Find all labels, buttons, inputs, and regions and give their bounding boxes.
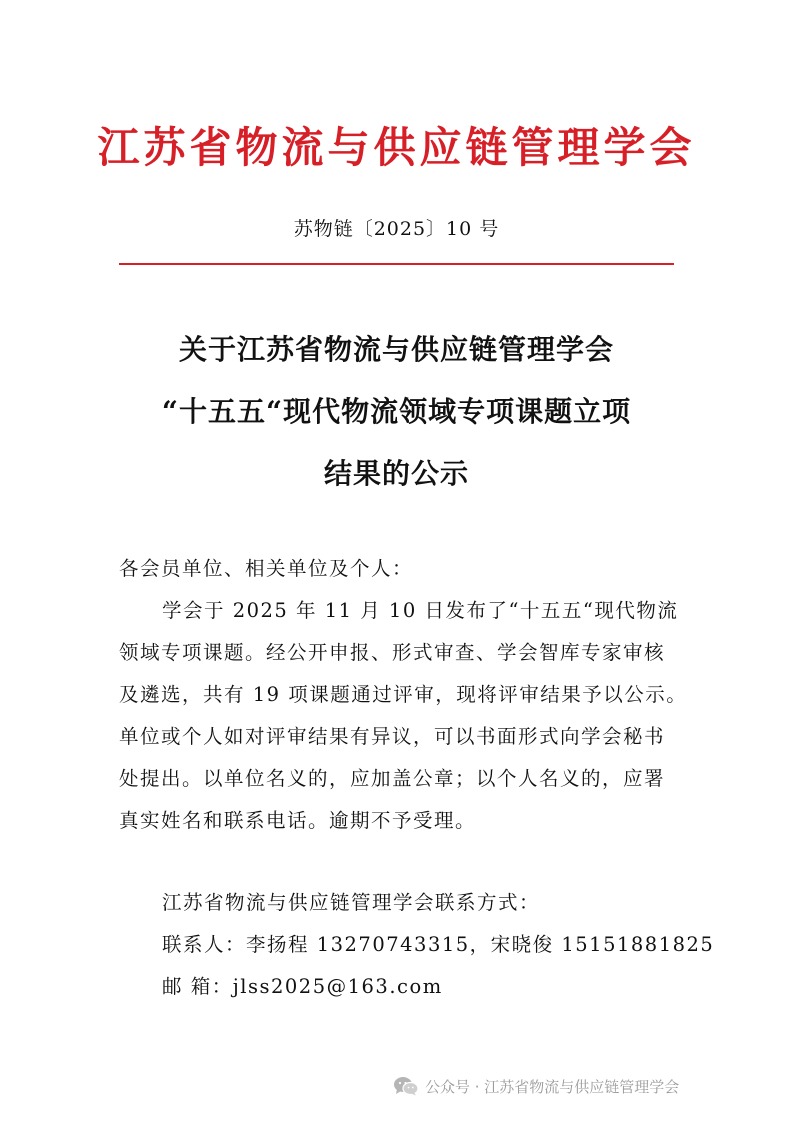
document-number: 苏物链〔2025〕10 号 bbox=[293, 218, 500, 240]
wechat-icon bbox=[393, 1076, 419, 1096]
contact-email: 邮 箱：jlss2025@163.com bbox=[162, 975, 443, 998]
salutation: 各会员单位、相关单位及个人： bbox=[119, 557, 414, 580]
red-divider bbox=[119, 263, 674, 265]
body-line-6: 真实姓名和联系电话。逾期不予受理。 bbox=[119, 809, 477, 832]
body-line-5: 处提出。以单位名义的，应加盖公章；以个人名义的，应署 bbox=[119, 767, 666, 790]
body-line-4: 单位或个人如对评审结果有异议，可以书面形式向学会秘书 bbox=[119, 725, 666, 748]
contact-person: 联系人：李扬程 13270743315，宋晓俊 15151881825 bbox=[162, 933, 715, 956]
title-line-2: “十五五“现代物流领域专项课题立项 bbox=[161, 395, 632, 428]
body-line-1: 学会于 2025 年 11 月 10 日发布了“十五五“现代物流 bbox=[162, 599, 679, 622]
wechat-footer bbox=[393, 1072, 679, 1100]
body-line-2: 领域专项课题。经公开申报、形式审查、学会智库专家审核 bbox=[119, 641, 666, 664]
contact-heading: 江苏省物流与供应链管理学会联系方式： bbox=[162, 891, 541, 914]
organization-header: 江苏省物流与供应链管理学会 bbox=[97, 123, 696, 172]
title-line-1: 关于江苏省物流与供应链管理学会 bbox=[178, 333, 614, 366]
title-line-3: 结果的公示 bbox=[323, 457, 469, 490]
body-line-3: 及遴选，共有 19 项课题通过评审，现将评审结果予以公示。 bbox=[119, 683, 688, 706]
footer-text: 公众号 · 江苏省物流与供应链管理学会 bbox=[425, 1077, 680, 1096]
